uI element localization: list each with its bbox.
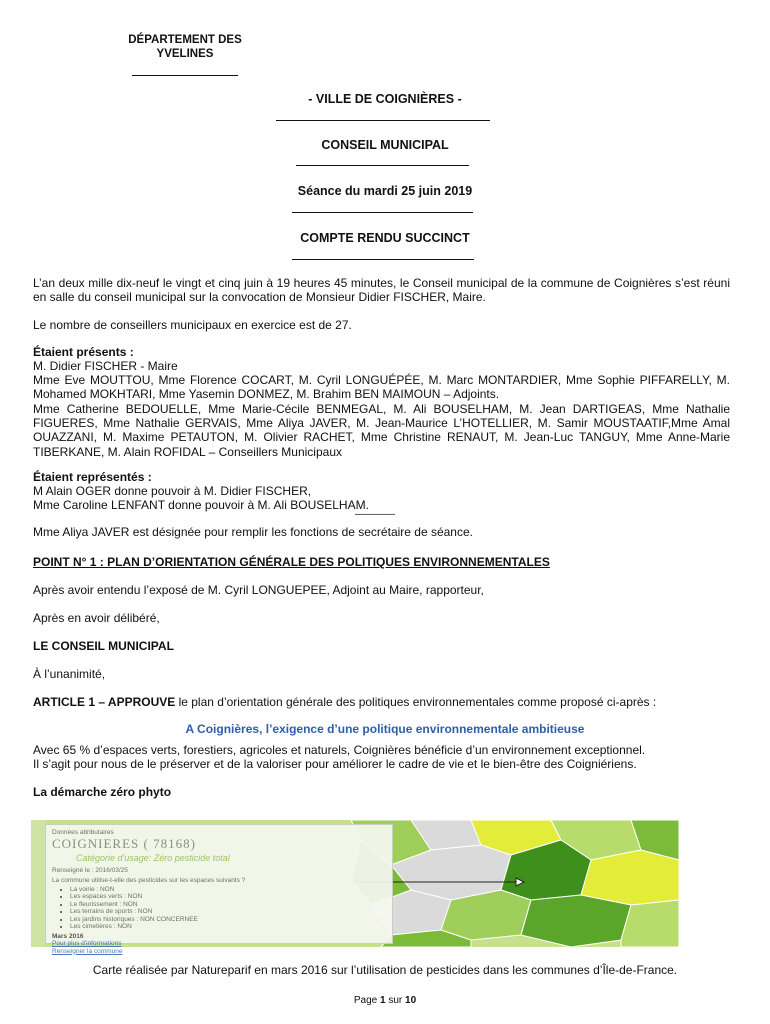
article-1 <box>33 695 730 709</box>
popup-item: ▪ Les terrains de sports : NON <box>70 908 386 916</box>
present-deputies: Mme Eve MOUTTOU, Mme Florence COCART, M. Cyril LONGUÉPÉE, M. Marc MONTARDIER, Mme Sophie PIFFARELLY, M. Mohamed MOKHTARI, Mme Yasemin DONMEZ, M. Brahim BEN MAIMOUN – Adjoints. <box>33 373 730 402</box>
session-rule <box>292 212 473 213</box>
page-mid: sur <box>385 995 406 1006</box>
report-title: COMPTE RENDU SUCCINCT <box>300 231 470 245</box>
popup-small-title: Données attributaires <box>52 829 114 836</box>
department-line-2: YVELINES <box>156 48 214 60</box>
department-header <box>60 33 310 61</box>
represented-line-2: Mme Caroline LENFANT donne pouvoir à M. Ali BOUSELHAM. <box>33 498 369 512</box>
popup-category: Catégorie d'usage: Zéro pesticide total <box>76 852 230 863</box>
page-total: 10 <box>405 995 417 1006</box>
council-title: CONSEIL MUNICIPAL <box>321 138 449 152</box>
popup-footer-date: Mars 2016 <box>52 932 84 940</box>
department-rule <box>132 75 238 76</box>
popup-item: ▪ Les cimetières : NON <box>70 923 386 931</box>
secretary-line: Mme Aliya JAVER est désignée pour remplir les fonctions de secrétaire de séance. <box>33 525 473 539</box>
environment-line-2: Il s’agit pour nous de le préserver et de la valoriser pour améliorer le cadre de vie et le bien-être des Coigniériens. <box>33 757 637 771</box>
page-current: 1 <box>380 995 386 1006</box>
unanimity-line: À l’unanimité, <box>33 667 106 681</box>
popup-item: ▪ Les espaces verts : NON <box>70 893 386 901</box>
pesticide-map <box>31 820 679 955</box>
popup-more-info-link[interactable]: Pour plus d'informations <box>52 940 122 947</box>
page-prefix: Page <box>353 995 380 1006</box>
city-rule <box>276 120 490 121</box>
city-title: - VILLE DE COIGNIÈRES - <box>308 92 462 106</box>
present-councillors: Mme Catherine BEDOUELLE, Mme Marie-Cécile BENMEGAL, M. Ali BOUSELHAM, M. Jean DARTIGEAS, Mme Nathalie FIGUERES, Mme Nathalie GERVAIS, Mme Aliya JAVER, M. Jean-Maurice L’HOTELLIER, M. Samir MOUSTAATIF,Mme Amal OUAZZANI, M. Maxime PETAUTON, M. Olivier RACHET, Mme Christine RENAUT, M. Jean-Luc TANGUY, Mme Anne-Marie TIBERKANE, M. Alain ROFIDAL – Conseillers Municipaux <box>33 402 730 459</box>
department-line-1: DÉPARTEMENT DES <box>128 34 242 46</box>
represented-heading: Étaient représentés : <box>33 470 152 484</box>
section-subtitle: A Coignières, l’exigence d’une politique environnementale ambitieuse <box>185 722 585 736</box>
popup-item: ▪ Les jardins historiques : NON CONCERNEE <box>70 916 386 924</box>
represented-line-1: M Alain OGER donne pouvoir à M. Didier FISCHER, <box>33 484 312 498</box>
councillors-count: Le nombre de conseillers municipaux en exercice est de 27. <box>33 318 352 332</box>
environment-line-1: Avec 65 % d’espaces verts, forestiers, agricoles et naturels, Coignières bénéficie d’un environnement exceptionnel. <box>33 743 646 757</box>
popup-item-list <box>70 886 386 931</box>
popup-question: La commune utilise-t-elle des pesticides sur les espaces suivants ? <box>52 877 246 884</box>
report-rule <box>292 259 474 260</box>
intro-paragraph: L’an deux mille dix-neuf le vingt et cinq juin à 19 heures 45 minutes, le Conseil municipal de la commune de Coignières s’est réuni en salle du conseil municipal sur la convocation de Monsieur Didier FISCHER, Maire. <box>33 276 730 305</box>
council-rule <box>296 165 469 166</box>
page-number <box>0 995 770 1006</box>
map-info-popup <box>45 824 393 955</box>
popup-item: ▪ La voirie : NON <box>70 886 386 894</box>
point-1-title: POINT N° 1 : PLAN D’ORIENTATION GÉNÉRALE DES POLITIQUES ENVIRONNEMENTALES <box>33 555 550 569</box>
popup-date: Renseigné le : 2016/03/25 <box>52 866 128 874</box>
point-1-deliberation: Après en avoir délibéré, <box>33 611 160 625</box>
popup-fill-in-link[interactable]: Renseigner la commune <box>52 947 123 955</box>
council-heading: LE CONSEIL MUNICIPAL <box>33 639 174 653</box>
article-1-text: le plan d’orientation générale des politiques environnementales comme proposé ci-après : <box>175 695 657 709</box>
popup-item: ▪ Le fleurissement : NON <box>70 901 386 909</box>
zero-phyto-heading: La démarche zéro phyto <box>33 785 172 799</box>
article-1-label: ARTICLE 1 – APPROUVE <box>33 695 176 709</box>
present-heading: Étaient présents : <box>33 345 134 359</box>
present-mayor: M. Didier FISCHER - Maire <box>33 359 178 373</box>
map-caption: Carte réalisée par Natureparif en mars 2016 sur l’utilisation de pesticides dans les communes d’Île-de-France. <box>92 963 678 977</box>
session-title: Séance du mardi 25 juin 2019 <box>297 184 473 198</box>
separator: ———— <box>355 509 395 520</box>
point-1-rapporteur: Après avoir entendu l’exposé de M. Cyril LONGUEPEE, Adjoint au Maire, rapporteur, <box>33 583 484 597</box>
popup-title: COIGNIERES ( 78168) <box>52 835 196 851</box>
